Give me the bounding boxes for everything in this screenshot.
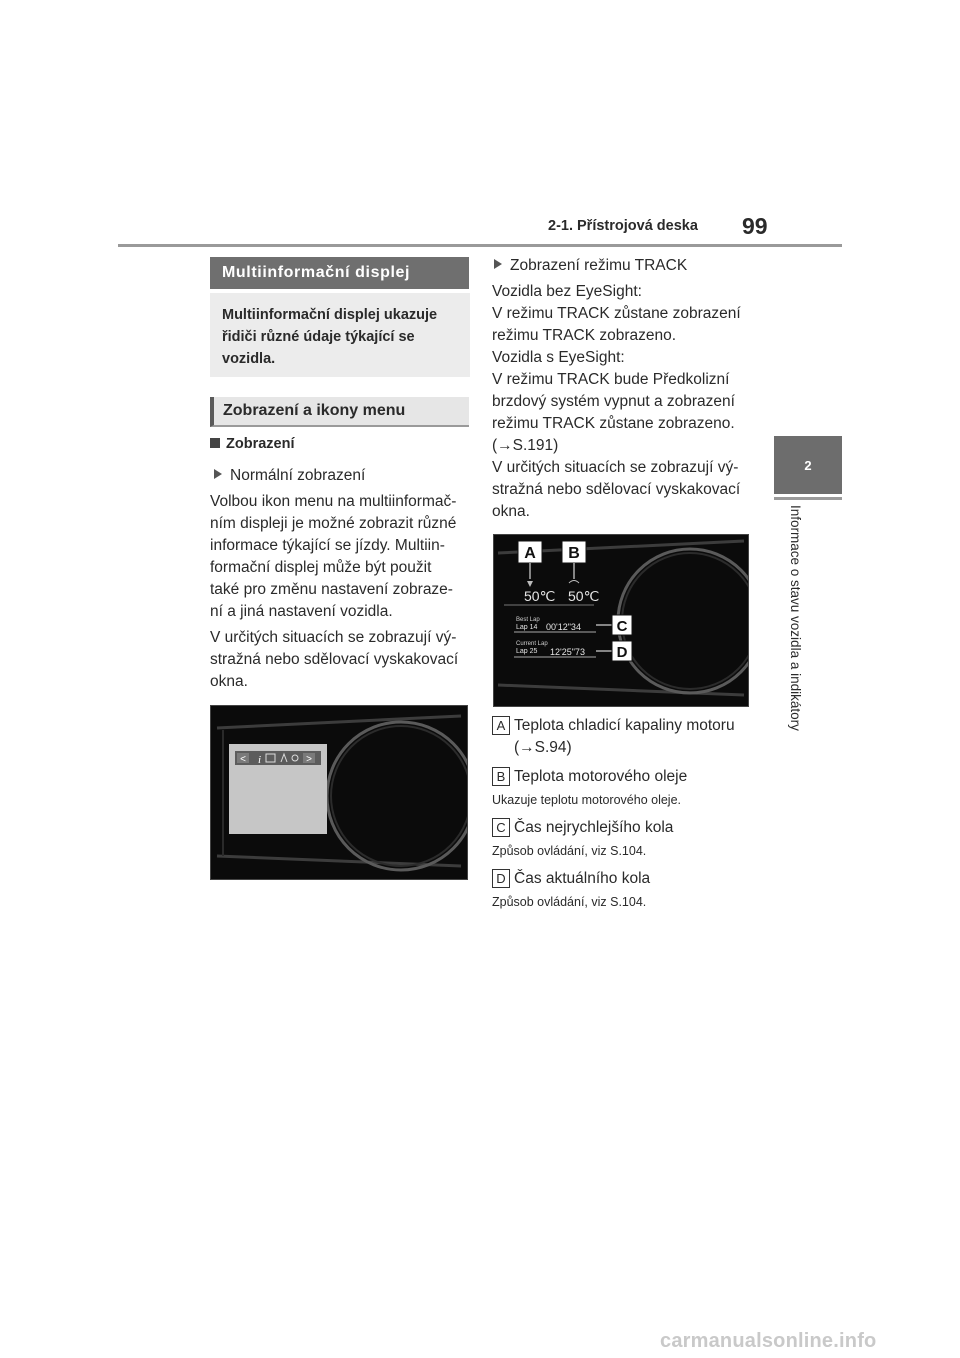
callout-label: A: [492, 716, 510, 735]
paragraph-popups: V určitých situacích se zobrazují vý- stražná nebo sdělovací vyskakovací okna.: [210, 629, 459, 690]
callout-label: B: [492, 767, 510, 786]
callout-label: D: [492, 869, 510, 888]
best-lap-title: Best Lap: [516, 617, 540, 623]
best-lap-number: Lap 14: [516, 624, 538, 631]
triangle-bullet-icon: [214, 469, 222, 479]
label-a: A: [524, 545, 536, 562]
subsection-title: Zobrazení a ikony menu: [210, 397, 469, 427]
intro-text: Multiinformační displej ukazuje řidiči různé údaje týkající se vozidla.: [222, 307, 438, 367]
label-d: D: [616, 644, 628, 661]
callout-label: C: [492, 818, 510, 837]
callout-b: B Teplota motorového oleje: [492, 766, 687, 788]
section-title: Multiinformační displej: [210, 257, 469, 289]
chapter-number: 2: [804, 458, 812, 473]
current-lap-title: Current Lap: [516, 641, 548, 647]
callout-b-note: Ukazuje teplotu motorového oleje.: [492, 793, 682, 807]
callout-c: C Čas nejrychlejšího kola: [492, 817, 673, 839]
chapter-label: Informace o stavu vozidla a indikátory: [788, 505, 803, 731]
current-lap-number: Lap 25: [516, 648, 538, 655]
header-divider: [118, 244, 842, 247]
section-header: 2-1. Přístrojová deska: [548, 218, 698, 234]
callout-c-note: Způsob ovládání, viz S.104.: [492, 844, 647, 858]
topic-heading: Zobrazení: [210, 436, 294, 452]
normal-display-image: [210, 705, 468, 880]
callout-a-ref: (→S.94): [514, 739, 572, 756]
intro-box: [210, 293, 470, 377]
track-display-graphic: [494, 535, 748, 706]
page-number: 99: [742, 213, 768, 239]
bullet-track-mode: Zobrazení režimu TRACK: [494, 255, 687, 277]
track-mode-text: Vozidla bez EyeSight: V režimu TRACK zůstane zobrazení režimu TRACK zobrazeno. Vozidla s EyeSight: V režimu TRACK bude Předkolizní brzdový systém vypnut a zobrazení režimu TRACK zůstane zobrazeno. (→S.191) V určitých situacích se zobrazují vý- stražná nebo sdělovací vyskakovací okna.: [492, 283, 741, 520]
track-display-image: [493, 534, 749, 707]
tab-divider: [774, 497, 842, 500]
cluster-display-graphic: [211, 706, 467, 879]
callout-d-note: Způsob ovládání, viz S.104.: [492, 895, 647, 909]
current-lap-time: 12'25"73: [550, 647, 585, 657]
label-b: B: [568, 545, 580, 562]
coolant-temp-value: 50℃: [524, 588, 556, 604]
watermark: carmanualsonline.info: [660, 1330, 877, 1352]
callout-a: A Teplota chladicí kapaliny motoru: [492, 715, 735, 737]
right-arrow-icon: >: [306, 754, 312, 765]
left-arrow-icon: <: [240, 754, 246, 765]
best-lap-time: 00'12"34: [546, 622, 581, 632]
oil-temp-value: 50℃: [568, 588, 600, 604]
label-c: C: [616, 618, 628, 635]
callout-d: D Čas aktuálního kola: [492, 868, 650, 890]
square-bullet-icon: [210, 438, 220, 448]
paragraph-menu: Volbou ikon menu na multiinformač- ním displeji je možné zobrazit různé informace týkající se jízdy. Multiin- formační displej může být použit také pro změnu nastavení zobraze- ní a jiná nastavení vozidla.: [210, 493, 457, 620]
bullet-normal-display: Normální zobrazení: [214, 465, 365, 487]
triangle-bullet-icon: [494, 259, 502, 269]
info-icon: i: [258, 754, 262, 766]
